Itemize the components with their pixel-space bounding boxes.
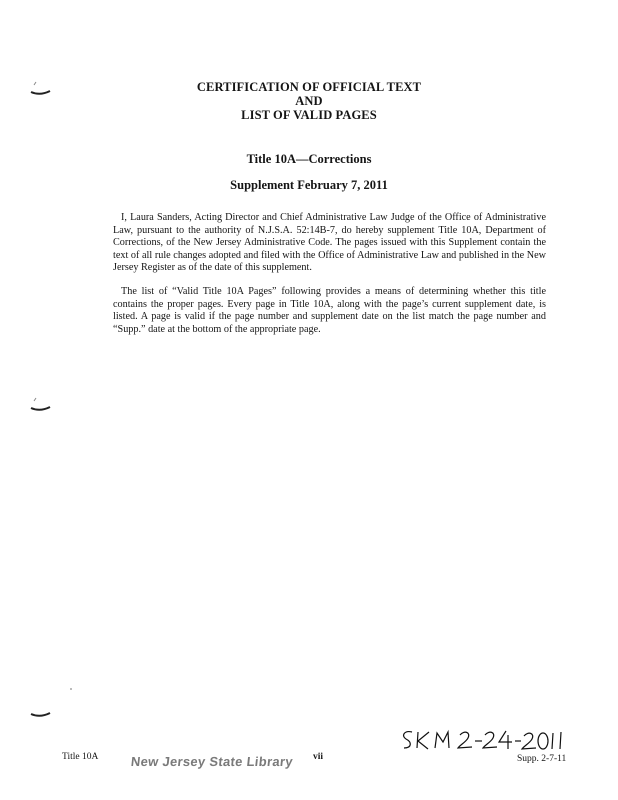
footer-supplement-date: Supp. 2-7-11	[517, 754, 567, 764]
supplement-date: Supplement February 7, 2011	[230, 178, 388, 192]
library-stamp: New Jersey State Library	[130, 754, 294, 769]
page-number: vii	[313, 752, 324, 762]
punch-hole-mark-icon	[30, 396, 52, 412]
footer-title: Title 10A	[62, 752, 99, 762]
valid-pages-paragraph: The list of “Valid Title 10A Pages” following provides a means of determining whether this title contains the proper pages. Every page in Title 10A, along with the page’s current supplement date, is listed. A page is valid if the page number and supplement date on the list match the page number and “Supp.” date at the bottom of the appropriate page.	[113, 286, 546, 335]
title-line-1: CERTIFICATION OF OFFICIAL TEXT	[196, 80, 422, 94]
certification-title	[0, 80, 618, 122]
title-line-3: LIST OF VALID PAGES	[241, 108, 377, 122]
certification-paragraph: I, Laura Sanders, Acting Director and Chief Administrative Law Judge of the Office of Administrative Law, pursuant to the authority of N.J.S.A. 52:14B-7, do hereby supplement Title 10A, Department of Corrections, of the New Jersey Administrative Code. The pages issued with this Supplement contain the text of all rule changes adopted and filed with the Office of Administrative Law and published in the New Jersey Register as of the date of this supplement.	[113, 212, 546, 274]
title-subject: Title 10A—Corrections	[246, 152, 372, 166]
handwritten-note	[398, 727, 568, 755]
title-line-2: AND	[295, 94, 323, 108]
punch-hole-mark-icon	[30, 702, 52, 718]
scan-speck	[70, 688, 72, 690]
